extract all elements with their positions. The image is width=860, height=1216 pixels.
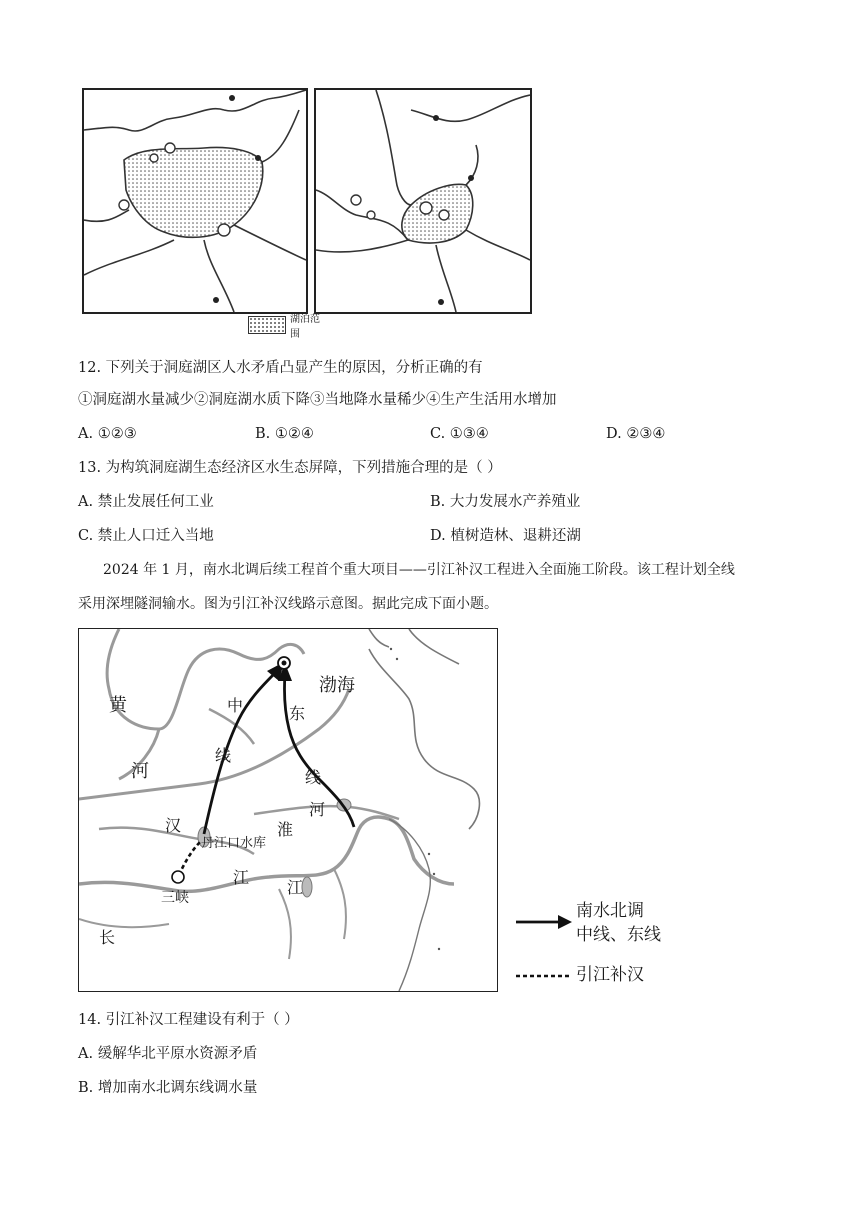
legend-solid-label-2: 中线、东线 xyxy=(576,925,661,945)
label-chang: 长 xyxy=(99,928,116,947)
label-huang: 黄 xyxy=(109,695,127,716)
label-danjiangkou: 丹江口水库 xyxy=(201,836,267,851)
label-he: 河 xyxy=(131,761,149,782)
label-han: 汉 xyxy=(165,816,182,835)
q14-stem: 14. 引江补汉工程建设有利于（ ） xyxy=(78,1012,299,1028)
q12-option-a[interactable]: A. ①②③ xyxy=(78,426,137,442)
water-diversion-map-svg xyxy=(79,629,497,991)
q14-option-a[interactable]: A. 缓解华北平原水资源矛盾 xyxy=(78,1046,258,1062)
legend-solid-arrow-icon xyxy=(514,912,574,932)
label-huai: 淮 xyxy=(277,820,294,839)
dongting-map-right xyxy=(314,88,532,314)
q12-option-d[interactable]: D. ②③④ xyxy=(606,426,666,442)
q13-stem: 13. 为构筑洞庭湖生态经济区水生态屏障，下列措施合理的是（ ） xyxy=(78,460,502,476)
label-jiang-1: 江 xyxy=(233,868,250,887)
q13-option-d[interactable]: D. 植树造林、退耕还湖 xyxy=(430,528,581,544)
lake-legend-label: 湖泊范围 xyxy=(290,314,321,340)
legend-dashed-line-icon xyxy=(514,966,574,986)
label-sanxia: 三峡 xyxy=(161,890,189,906)
dongting-map-left-svg xyxy=(84,90,306,312)
passage-line-2: 采用深埋隧洞输水。图为引江补汉线路示意图。据此完成下面小题。 xyxy=(78,596,498,612)
dongting-map-left xyxy=(82,88,308,314)
label-jiang-2: 江 xyxy=(287,878,304,897)
label-dong: 东 xyxy=(289,704,306,723)
q13-option-a[interactable]: A. 禁止发展任何工业 xyxy=(78,494,214,510)
legend-dashed-label: 引江补汉 xyxy=(576,965,644,985)
label-zhong: 中 xyxy=(227,696,244,715)
lake-legend xyxy=(248,314,328,340)
label-bohai: 渤海 xyxy=(319,675,355,696)
lake-legend-swatch xyxy=(248,316,286,334)
q12-statements: ①洞庭湖水量减少②洞庭湖水质下降③当地降水量稀少④生产生活用水增加 xyxy=(78,392,557,408)
label-xian-mid: 线 xyxy=(215,746,232,765)
water-diversion-map xyxy=(78,628,498,992)
q12-stem: 12. 下列关于洞庭湖区人水矛盾凸显产生的原因，分析正确的有 xyxy=(78,360,483,376)
label-he2: 河 xyxy=(309,800,326,819)
q14-option-b[interactable]: B. 增加南水北调东线调水量 xyxy=(78,1080,258,1096)
legend-solid-label-1: 南水北调 xyxy=(576,901,644,921)
passage-line-1: 2024 年 1 月，南水北调后续工程首个重大项目——引江补汉工程进入全面施工阶段。该工程计划全线 xyxy=(103,562,735,578)
label-xian-east: 线 xyxy=(305,768,322,787)
q13-option-c[interactable]: C. 禁止人口迁入当地 xyxy=(78,528,214,544)
dongting-map-right-svg xyxy=(316,90,530,312)
q12-option-b[interactable]: B. ①②④ xyxy=(255,426,314,442)
q13-option-b[interactable]: B. 大力发展水产养殖业 xyxy=(430,494,581,510)
q12-option-c[interactable]: C. ①③④ xyxy=(430,426,489,442)
